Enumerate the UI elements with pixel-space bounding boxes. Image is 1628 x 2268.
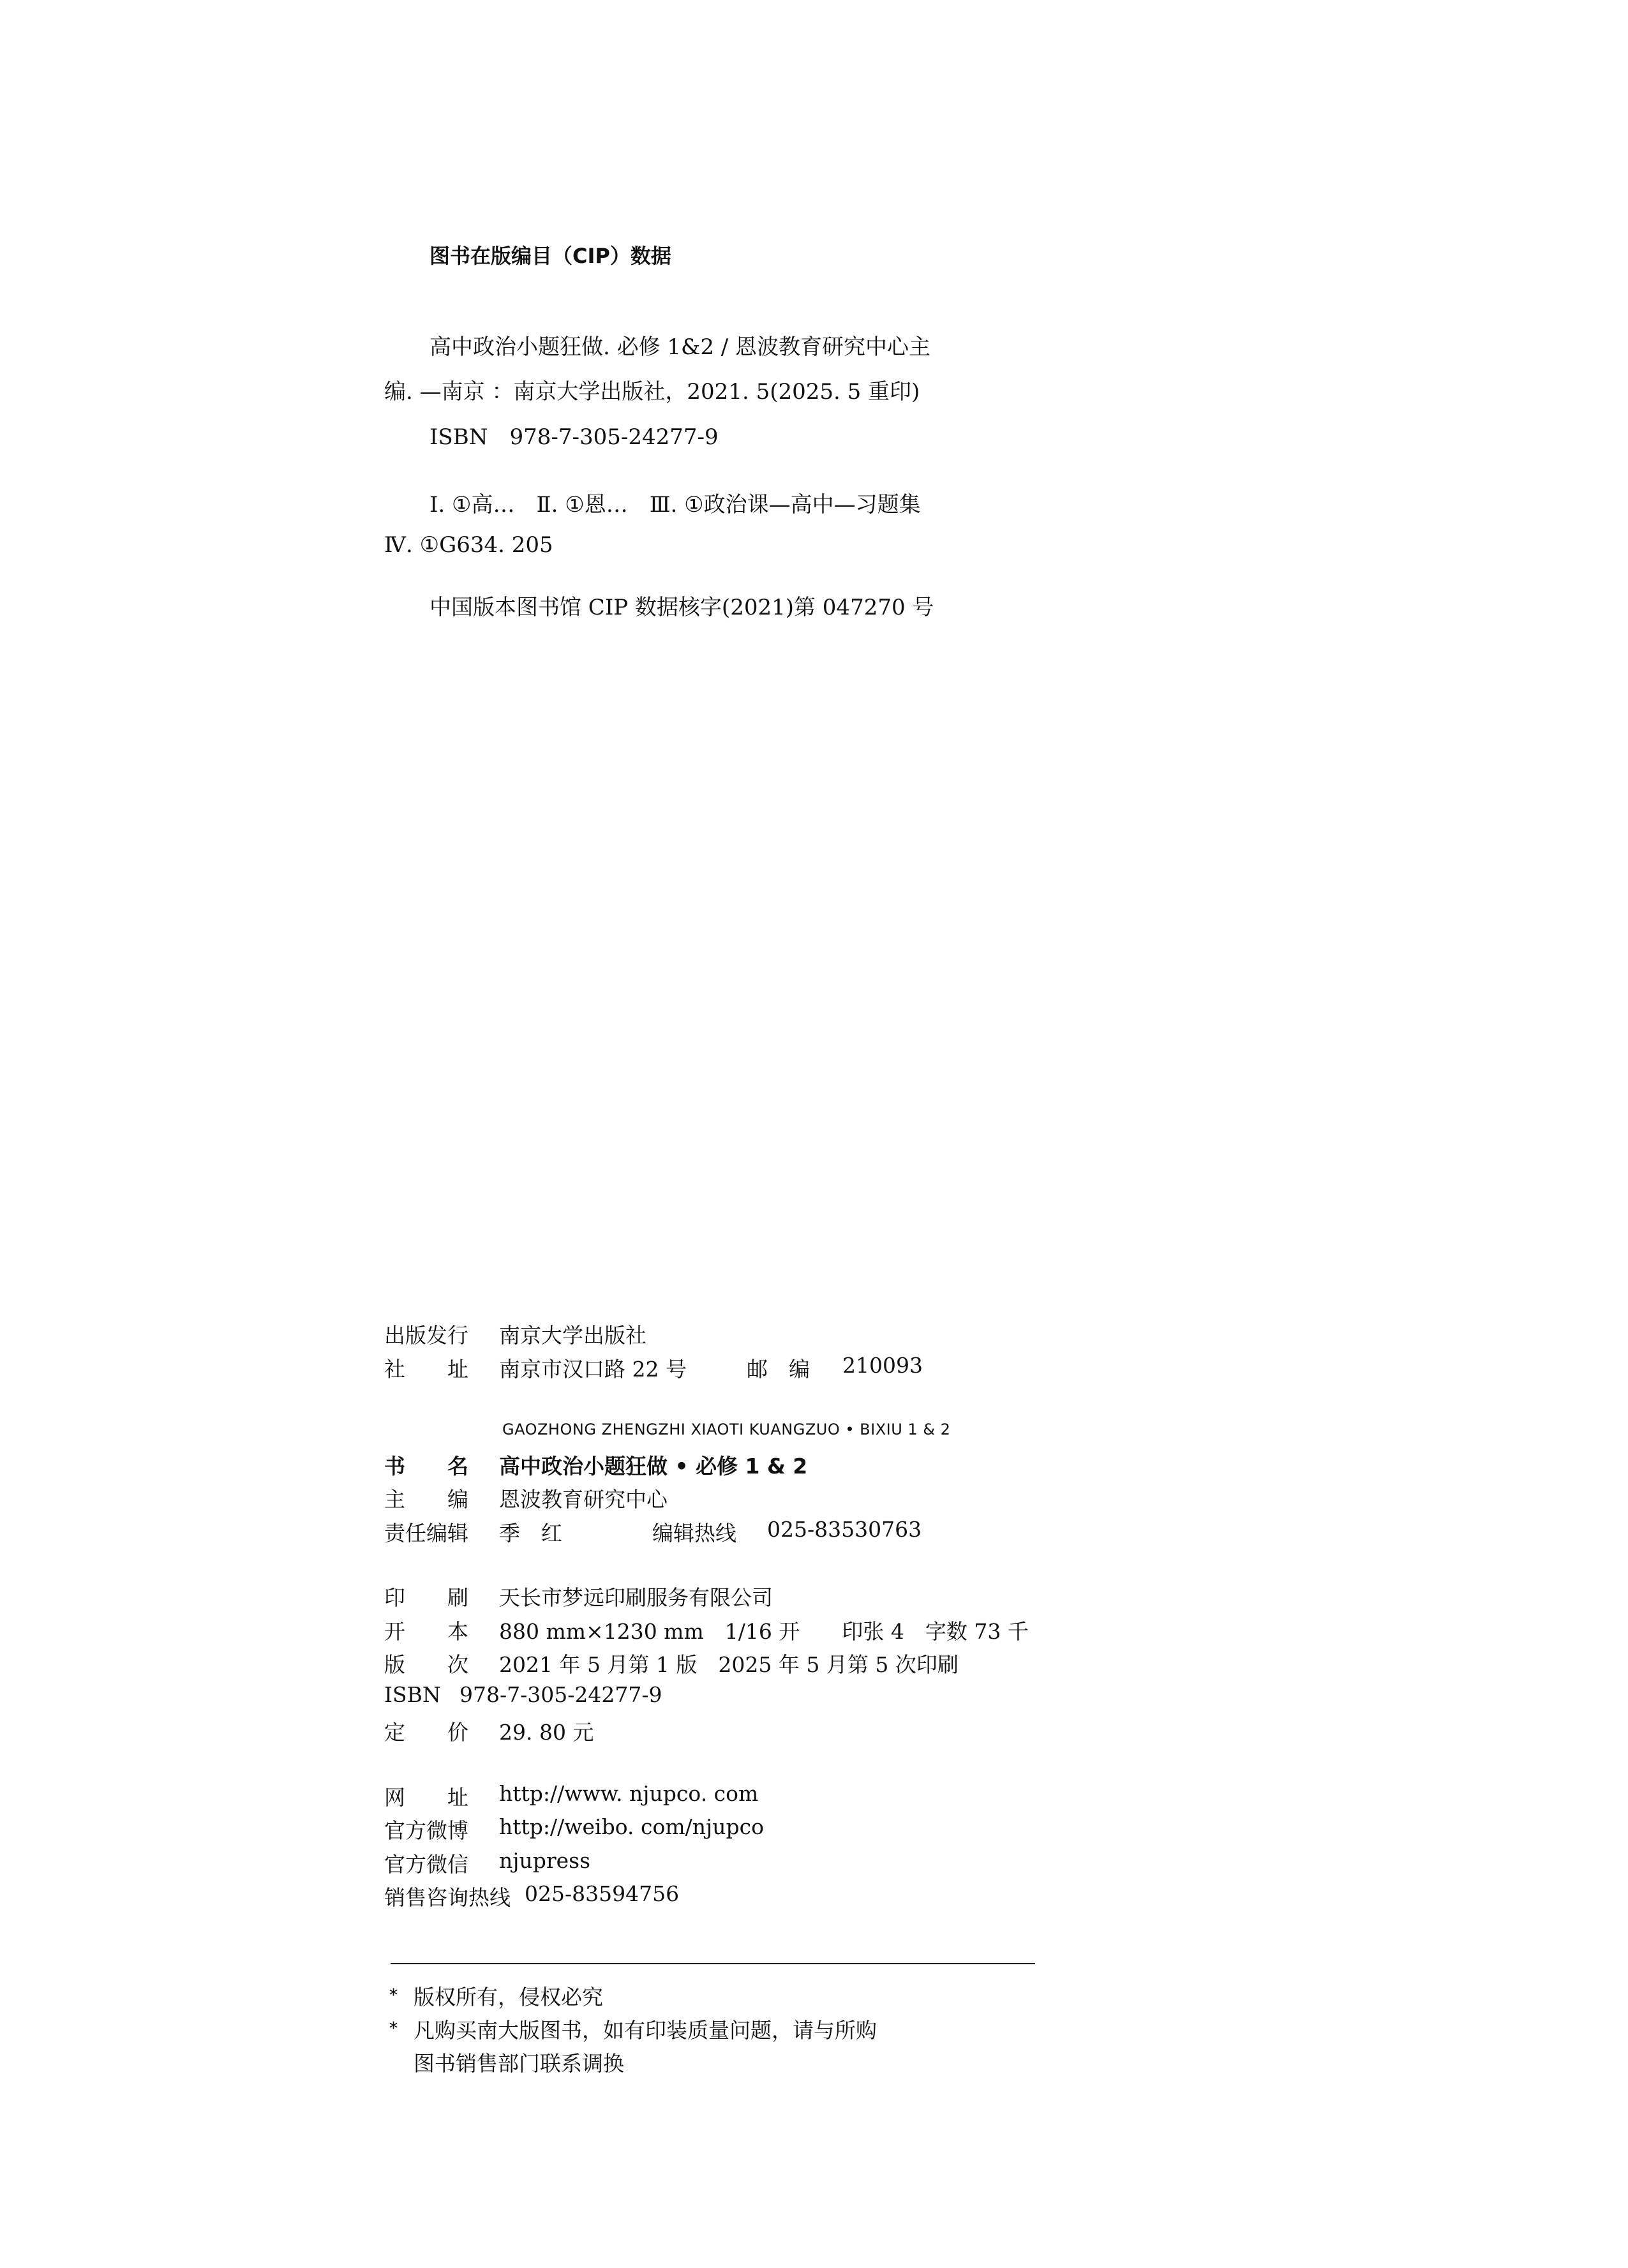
editor-value: 恩波教育研究中心	[499, 1487, 668, 1512]
quality-note-line2: 图书销售部门联系调换	[414, 2051, 624, 2076]
publisher-value: 南京大学出版社	[499, 1323, 646, 1348]
pinyin-title: GAOZHONG ZHENGZHI XIAOTI KUANGZUO • BIXIU 1 & 2	[502, 1421, 951, 1438]
edition-value: 2021 年 5 月第 1 版 2025 年 5 月第 5 次印刷	[499, 1652, 959, 1677]
website-link[interactable]: http://www. njupco. com	[499, 1781, 759, 1806]
note-bullet: *	[389, 1986, 398, 2005]
cip-classification-2: Ⅳ. ①G634. 205	[384, 532, 553, 558]
address-value: 南京市汉口路 22 号	[499, 1357, 687, 1382]
isbn-label: ISBN	[384, 1682, 441, 1707]
editor-hotline-value: 025-83530763	[767, 1517, 922, 1542]
responsible-editor-value: 季 红	[499, 1521, 562, 1546]
printer-label: 印 刷	[384, 1585, 468, 1610]
edition-label: 版 次	[384, 1652, 468, 1677]
publisher-label: 出版发行	[384, 1323, 468, 1348]
postcode-label: 邮 编	[747, 1357, 810, 1382]
website-label: 网 址	[384, 1785, 468, 1810]
price-label: 定 价	[384, 1720, 468, 1745]
weibo-link[interactable]: http://weibo. com/njupco	[499, 1814, 764, 1839]
title-value: 高中政治小题狂做 • 必修 1 & 2	[499, 1454, 808, 1479]
isbn-value: 978-7-305-24277-9	[459, 1682, 662, 1707]
sales-value: 025-83594756	[525, 1881, 680, 1906]
editor-hotline-label: 编辑热线	[652, 1521, 736, 1546]
sales-label: 销售咨询热线	[384, 1885, 511, 1910]
cip-number: 中国版本图书馆 CIP 数据核字(2021)第 047270 号	[429, 595, 934, 620]
cip-heading: 图书在版编目（CIP）数据	[429, 244, 671, 268]
cip-isbn: ISBN 978-7-305-24277-9	[429, 424, 719, 450]
weibo-label: 官方微博	[384, 1818, 468, 1843]
wechat-value: njupress	[499, 1848, 591, 1873]
responsible-editor-label: 责任编辑	[384, 1521, 468, 1546]
editor-label: 主 编	[384, 1487, 468, 1512]
cip-title-line: 高中政治小题狂做. 必修 1&2 / 恩波教育研究中心主	[429, 334, 931, 360]
wechat-label: 官方微信	[384, 1852, 468, 1877]
postcode-value: 210093	[842, 1353, 923, 1378]
format-label: 开 本	[384, 1619, 468, 1644]
address-label: 社 址	[384, 1357, 468, 1382]
printer-value: 天长市梦远印刷服务有限公司	[499, 1585, 773, 1610]
format-value: 880 mm×1230 mm 1/16 开 印张 4 字数 73 千	[499, 1619, 1029, 1644]
copyright-note: 版权所有，侵权必究	[414, 1985, 603, 2010]
cip-classification-1: Ⅰ. ①高… Ⅱ. ①恩… Ⅲ. ①政治课—高中—习题集	[429, 492, 921, 518]
divider-rule	[391, 1963, 1035, 1964]
quality-note-line1: 凡购买南大版图书，如有印装质量问题，请与所购	[414, 2018, 877, 2043]
title-label: 书 名	[384, 1454, 468, 1479]
note-bullet: *	[389, 2019, 398, 2038]
price-value: 29. 80 元	[499, 1720, 594, 1745]
cip-publisher-line: 编. —南京 ：南京大学出版社，2021. 5(2025. 5 重印)	[384, 379, 920, 405]
